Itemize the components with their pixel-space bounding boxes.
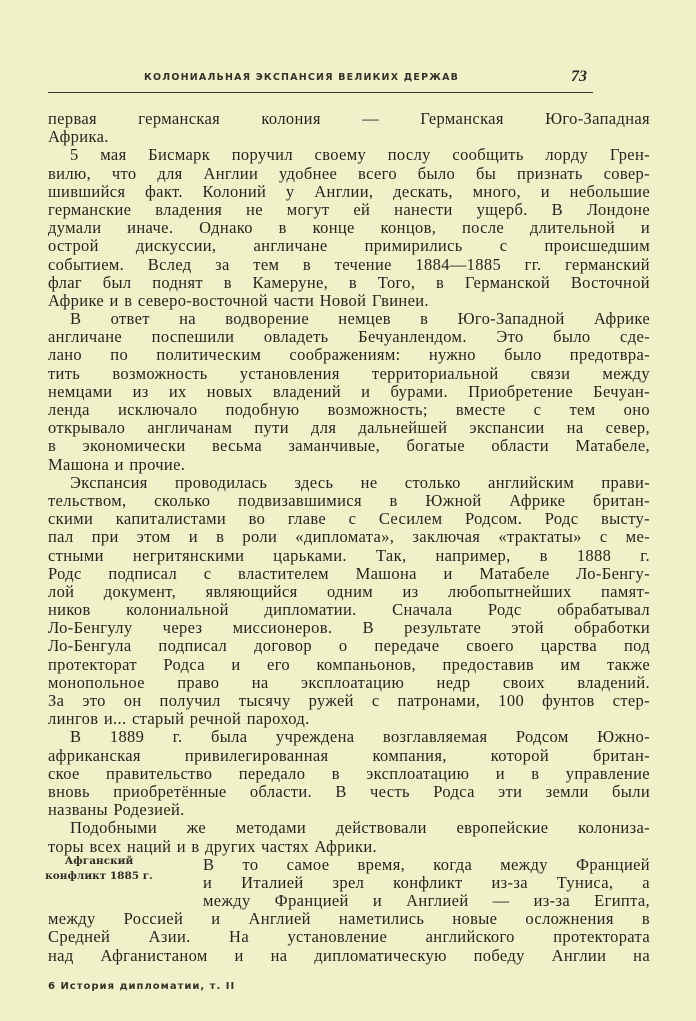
- text-line: ское правительство передало в эксплоатацию и в управление: [48, 763, 650, 783]
- text-line: африканская привилегированная компания, которой британ-: [48, 745, 650, 765]
- text-line: 5 мая Бисмарк поручил своему послу сообщить лорду Грен-: [70, 145, 650, 165]
- text-line: в экономически весьма заманчивые, богатые области Матабеле,: [48, 436, 650, 456]
- text-line: между Россией и Англией наметились новые осложнения в: [48, 909, 650, 929]
- text-line: Африке и в северо-восточной части Новой Гвинеи.: [48, 290, 429, 310]
- text-line: лингов и... старый речной пароход.: [48, 709, 310, 729]
- text-line: немцами из их новых владений и бурами. Приобретение Бечуан-: [48, 381, 650, 401]
- paragraph: [48, 819, 650, 855]
- text-line: думали иначе. Однако в конце концов, после длительной и: [48, 218, 650, 238]
- text-line: В 1889 г. была учреждена возглавляемая Родсом Южно-: [70, 727, 650, 747]
- text-line: Ло-Бенгула подписал договор о передаче своего царства под: [48, 636, 650, 656]
- text-line: Африка.: [48, 127, 109, 147]
- text-line: первая германская колония — Германская Юго-Западная: [48, 109, 650, 128]
- text-line: флаг был поднят в Камеруне, в Того, в Германской Восточной: [48, 272, 650, 292]
- text-line: Экспансия проводилась здесь не столько английским прави-: [70, 472, 650, 492]
- text-line: ленда исключало подобную возможность; вместе с тем оно: [48, 400, 650, 419]
- text-line: Машона и прочие.: [48, 454, 186, 474]
- text-line: открывало англичанам пути для дальнейшей экспансии на север,: [48, 418, 650, 438]
- text-line: торы всех наций и в других частях Африки.: [48, 836, 377, 856]
- text-line: названы Родезией.: [48, 800, 185, 820]
- text-line: вновь приобретённые области. В честь Родса эти земли были: [48, 781, 650, 801]
- text-line: между Францией и Англией — из-за Египта,: [203, 891, 650, 911]
- text-line: лано по политическим соображениям: нужно было предотвра-: [48, 345, 650, 365]
- text-line: вилю, что для Англии удобнее всего было бы признать совер-: [48, 163, 650, 183]
- text-line: англичане поспешили овладеть Бечуанлендом. Это было сде-: [48, 327, 650, 347]
- text-line: скими капиталистами во главе с Сесилем Родсом. Родс высту-: [48, 509, 650, 529]
- text-line: ников колониальной дипломатии. Сначала Родс обрабатывал: [48, 600, 650, 620]
- running-header: [48, 70, 650, 90]
- text-line: Родс подписал с властителем Машона и Матабеле Ло-Бенгу-: [48, 563, 650, 583]
- text-line: За это он получил тысячу ружей с патронами, 100 фунтов стер-: [48, 691, 650, 710]
- margin-note-line: Афганский: [64, 855, 134, 867]
- margin-note: [24, 854, 174, 884]
- paragraph: [48, 728, 650, 819]
- text-line: В то самое время, когда между Францией: [203, 854, 650, 874]
- text-line: германские владения не могут ей нанести ущерб. В Лондоне: [48, 199, 650, 219]
- text-line: пал при этом и в роли «дипломата», заключая «трактаты» с ме-: [48, 527, 650, 547]
- text-line: острой дискуссии, англичане примирились с происшедшим: [48, 236, 650, 256]
- paragraph: [48, 146, 650, 310]
- text-line: событием. Вслед за тем в течение 1884—1885 гг. германский: [48, 254, 650, 274]
- footer-signature: 6 История дипломатии, т. II: [48, 981, 236, 992]
- running-header-title: КОЛОНИАЛЬНАЯ ЭКСПАНСИЯ ВЕЛИКИХ ДЕРЖАВ: [144, 72, 460, 83]
- paragraph: [48, 110, 650, 146]
- text-line: монопольное право на эксплоатацию недр своих владений.: [48, 672, 650, 692]
- body-text: [48, 110, 650, 965]
- text-line: над Афганистаном и на дипломатическую победу Англии на: [48, 945, 650, 965]
- page-number: 73: [571, 68, 587, 85]
- text-line: тить возможность установления территориальной связи между: [48, 363, 650, 383]
- text-line: В ответ на водворение немцев в Юго-Западной Африке: [70, 309, 650, 329]
- header-rule: [48, 92, 593, 93]
- text-line: тельством, сколько подвизавшимися в Южной Африке британ-: [48, 490, 650, 510]
- text-line: Средней Азии. На установление английского протектората: [48, 927, 650, 947]
- text-line: Ло-Бенгулу через миссионеров. В результате этой обработки: [48, 618, 650, 638]
- paragraph: [48, 310, 650, 474]
- text-line: протекторат Родса и его компаньонов, предоставив им также: [48, 654, 650, 674]
- text-line: лой документ, являющийся одним из любопытнейших памят-: [48, 581, 650, 601]
- text-line: стными негритянскими царьками. Так, например, в 1888 г.: [48, 545, 650, 565]
- margin-note-line: конфликт 1885 г.: [45, 870, 153, 882]
- text-line: Подобными же методами действовали европейские колониза-: [70, 818, 650, 838]
- text-line: и Италией зрел конфликт из-за Туниса, а: [203, 872, 650, 892]
- text-line: шившийся факт. Колоний у Англии, дескать, много, и небольшие: [48, 181, 650, 201]
- paragraph: [48, 474, 650, 729]
